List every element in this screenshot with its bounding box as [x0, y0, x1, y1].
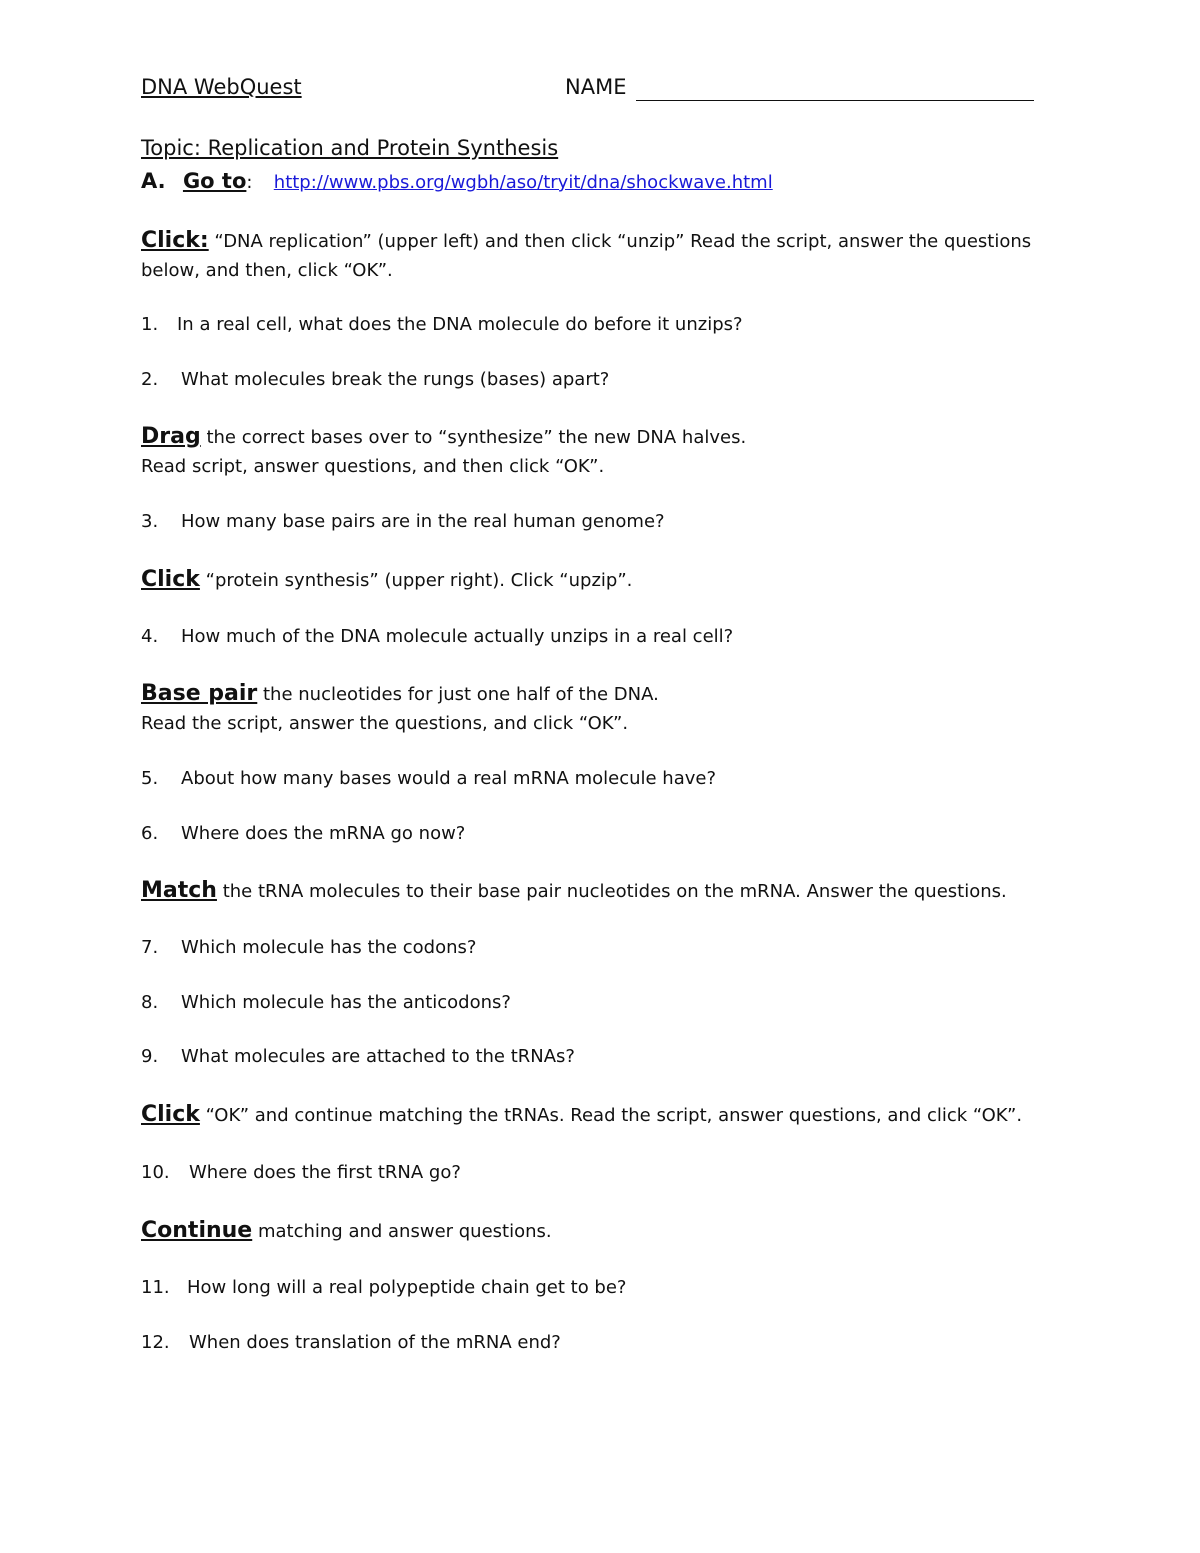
question-text: About how many bases would a real mRNA molecule have?: [181, 768, 717, 789]
question-number: 5.: [141, 768, 159, 789]
question-text: How much of the DNA molecule actually unzips in a real cell?: [181, 626, 734, 647]
instruction-7: [141, 1218, 552, 1243]
question-number: 6.: [141, 823, 159, 844]
question-number: 1.: [141, 314, 159, 335]
question-number: 7.: [141, 937, 159, 958]
instruction-text: the nucleotides for just one half of the DNA.: [257, 684, 659, 705]
section-letter: A.: [141, 169, 166, 193]
instruction-keyword: Click: [141, 567, 200, 592]
question-number: 12.: [141, 1332, 170, 1353]
question-text: What molecules break the rungs (bases) apart?: [181, 369, 610, 390]
section-a-line: [141, 169, 773, 193]
goto-label: Go to: [182, 169, 247, 193]
instruction-5: [141, 878, 1007, 903]
question-number: 9.: [141, 1046, 159, 1067]
instruction-1: [141, 228, 1031, 253]
instruction-text: “protein synthesis” (upper right). Click “upzip”.: [199, 570, 633, 591]
instruction-keyword: Base pair: [141, 681, 258, 706]
question-3: [141, 511, 665, 532]
document-title: DNA WebQuest: [141, 75, 302, 99]
instruction-1-line2: below, and then, click “OK”.: [141, 260, 393, 281]
question-text: When does translation of the mRNA end?: [189, 1332, 561, 1353]
question-4: [141, 626, 733, 647]
question-text: Which molecule has the codons?: [181, 937, 477, 958]
instruction-keyword: Match: [141, 878, 217, 903]
instruction-text: the correct bases over to “synthesize” the new DNA halves.: [200, 427, 747, 448]
question-number: 4.: [141, 626, 159, 647]
question-number: 11.: [141, 1277, 170, 1298]
question-6: [141, 823, 465, 844]
instruction-3: [141, 567, 632, 592]
question-8: [141, 992, 511, 1013]
question-text: In a real cell, what does the DNA molecule do before it unzips?: [177, 314, 743, 335]
instruction-4-line2: Read the script, answer the questions, and click “OK”.: [141, 713, 629, 734]
instruction-text: “OK” and continue matching the tRNAs. Read the script, answer questions, and click “OK”.: [199, 1105, 1023, 1126]
question-9: [141, 1046, 575, 1067]
question-number: 10.: [141, 1162, 170, 1183]
instruction-6: [141, 1102, 1022, 1127]
instruction-4: [141, 681, 659, 706]
question-text: How long will a real polypeptide chain get to be?: [187, 1277, 627, 1298]
question-text: What molecules are attached to the tRNAs?: [181, 1046, 575, 1067]
goto-colon: :: [246, 172, 253, 193]
question-10: [141, 1162, 461, 1183]
question-5: [141, 768, 716, 789]
instruction-2-line2: Read script, answer questions, and then click “OK”.: [141, 456, 605, 477]
question-7: [141, 937, 476, 958]
instruction-keyword: Continue: [141, 1218, 253, 1243]
question-1: [141, 314, 743, 335]
instruction-text: matching and answer questions.: [252, 1221, 552, 1242]
name-blank-line[interactable]: [636, 100, 1034, 101]
instruction-keyword: Click:: [141, 228, 209, 253]
webquest-url-link[interactable]: http://www.pbs.org/wgbh/aso/tryit/dna/shockwave.html: [273, 172, 773, 193]
question-number: 3.: [141, 511, 159, 532]
question-text: Where does the first tRNA go?: [189, 1162, 461, 1183]
question-2: [141, 369, 609, 390]
instruction-keyword: Click: [141, 1102, 200, 1127]
question-11: [141, 1277, 626, 1298]
instruction-keyword: Drag: [141, 424, 201, 449]
instruction-2: [141, 424, 746, 449]
question-text: Where does the mRNA go now?: [181, 823, 466, 844]
topic-heading: Topic: Replication and Protein Synthesis: [141, 136, 559, 160]
question-text: How many base pairs are in the real human genome?: [181, 511, 665, 532]
name-label: NAME: [565, 75, 627, 99]
question-number: 2.: [141, 369, 159, 390]
question-12: [141, 1332, 561, 1353]
instruction-text: “DNA replication” (upper left) and then click “unzip” Read the script, answer the questions: [208, 231, 1032, 252]
question-number: 8.: [141, 992, 159, 1013]
instruction-text: the tRNA molecules to their base pair nucleotides on the mRNA. Answer the questions.: [216, 881, 1007, 902]
question-text: Which molecule has the anticodons?: [181, 992, 511, 1013]
